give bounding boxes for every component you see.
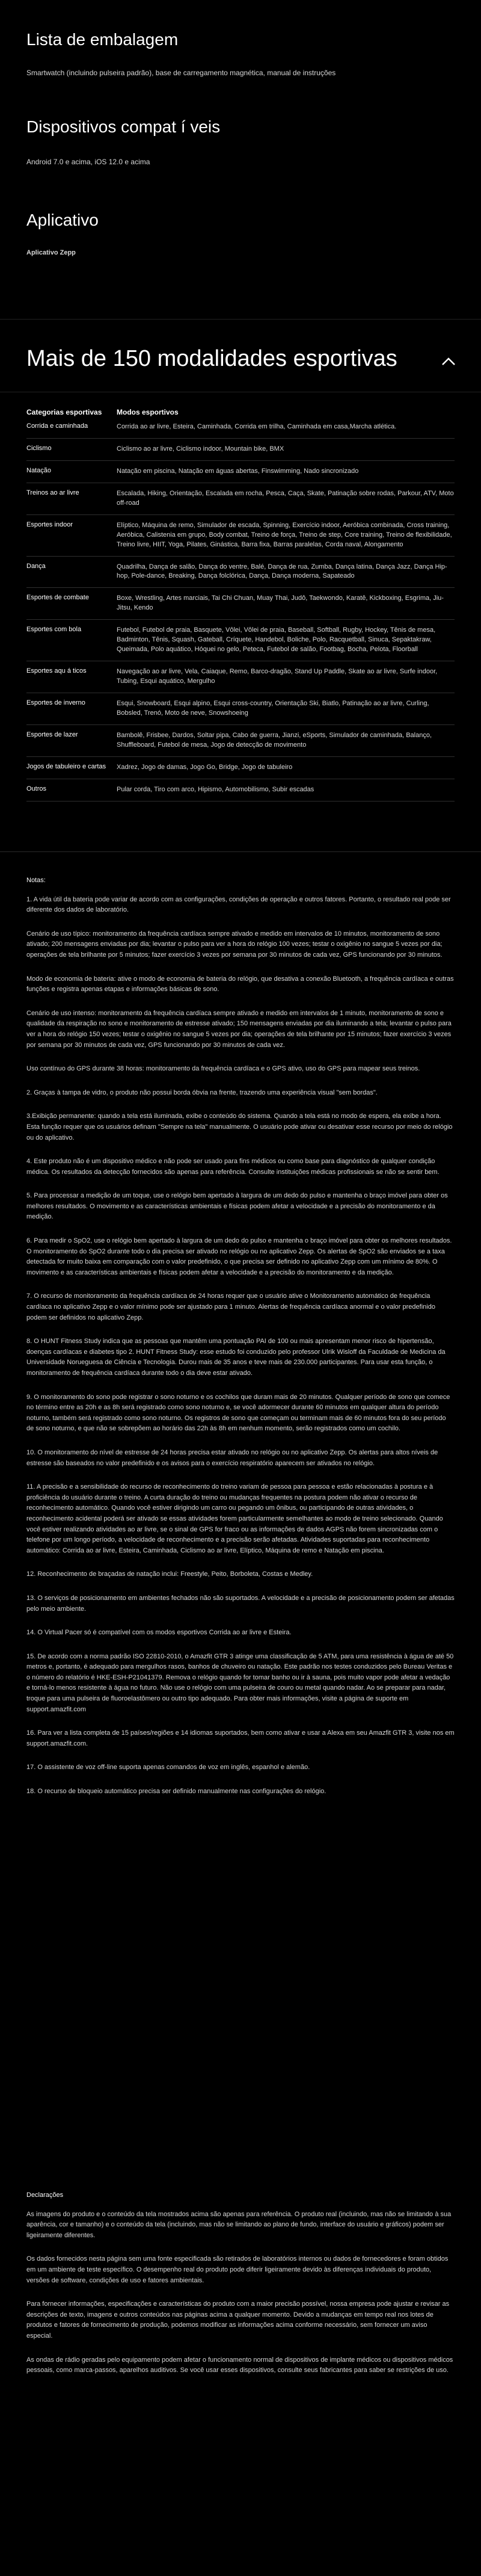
table-row xyxy=(26,461,455,483)
sport-category: Esportes indoor xyxy=(26,520,73,528)
sport-modes: Xadrez, Jogo de damas, Jogo Go, Bridge, Jogo de tabuleiro xyxy=(117,763,293,771)
declarations-title: Declarações xyxy=(26,2191,64,2199)
declaration-item: Os dados fornecidos nesta página sem uma fonte especificada são retirados de laboratórios internos ou dados de fornecedores e foram obtidos em um ambiente de teste específico. O desempenho real do produto pode diferir ligeiramente devido às diferenças individuais do produto, versões de software, condições de uso e fatores ambientais. xyxy=(26,2255,449,2284)
note-item: 6. Para medir o SpO2, use o relógio bem apertado à largura de um dedo do pulso e mantenha o braço imóvel para obter os melhores resultados. O monitoramento do SpO2 durante todo o dia precisa ser ativado no relógio ou no aplicativo Zepp. Os alertas de SpO2 são enviados se a taxa detectada for muito baixa em comparação com o valor predefinido, o que precisa ser definido no aplicativo Zepp com um mínimo de 80%. O movimento e as características ambientais e físicas podem afetar a velocidade e a precisão do monitoramento e da medição. xyxy=(26,1237,452,1276)
note-item: 17. O assistente de voz off-line suporta apenas comandos de voz em inglês, espanhol e alemão. xyxy=(26,1764,310,1771)
note-item: 9. O monitoramento do sono pode registrar o sono noturno e os cochilos que duram mais de 20 minutos. Qualquer período de sono que comece no término entre as 20h e as 8h será registrado como sono noturno e, se você adormecer durante 60 minutos em qualquer altura do período noturno, também será registrado como sono noturno. Os registros de sono que começam ou terminam mais de 60 minutos fora do seu período de sono noturno, e que não se sobrepõem ao horário das 22h às 8h em nenhum momento, serão registrados como um cochilo. xyxy=(26,1393,450,1433)
note-item: Cenário de uso típico: monitoramento da frequência cardíaca sempre ativado e medido em intervalos de 10 minutos, monitoramento de sono ativado; 200 mensagens enviadas por dia; levantar o pulso para ver a hora do relógio 100 vezes; testar o oxigênio no sangue 5 vezes por dia; operações de tela brilhante por 5 minutos; fazer exercício 3 vezes por semana por 30 minutos de cada vez, GPS funcionando por 30 minutos. xyxy=(26,930,443,959)
declaration-item: Para fornecer informações, especificações e características do produto com a maior precisão possível, nossa empresa pode ajustar e revisar as descrições de texto, imagens e outros conteúdos nas páginas acima a qualquer momento. Devido a mudanças em tempo real nos lotes de produtos e fatores de fornecimento de produção, podemos modificar as informações acima conforme necessário, sem fornecer um aviso especial. xyxy=(26,2300,450,2340)
sport-category: Esportes de lazer xyxy=(26,730,78,738)
packing-list-text: Smartwatch (incluindo pulseira padrão), base de carregamento magnética, manual de instruções xyxy=(26,69,336,77)
sport-modes: Esqui, Snowboard, Esqui alpino, Esqui cross-country, Orientação Ski, Biatlo, Patinação ao ar livre, Curling, Bobsled, Trenó, Moto de neve, Snowshoeing xyxy=(117,699,429,717)
sport-modes: Elíptico, Máquina de remo, Simulador de escada, Spinning, Exercício indoor, Aeróbica combinada, Cross training, Aeróbica, Calistenia em grupo, Body combat, Treino de força, Treino de step, Core training, Treino de flexibilidade, Treino livre, HIIT, Yoga, Pilates, Ginástica, Barra fixa, Barras paralelas, Corda naval, Alongamento xyxy=(117,521,452,548)
declaration-item: As ondas de rádio geradas pelo equipamento podem afetar o funcionamento normal de dispositivos de implante médicos ou dispositivos médicos pessoais, como marca-passos, aparelhos auditivos. Se você usar esses dispositivos, consulte seus fabricantes para saber se restrições de uso. xyxy=(26,2356,453,2374)
table-row xyxy=(26,693,455,725)
app-text: Aplicativo Zepp xyxy=(26,249,76,256)
notes-title: Notas: xyxy=(26,877,46,884)
col-modes: Modos esportivos xyxy=(117,408,179,416)
table-row xyxy=(26,779,455,802)
note-item: Uso contínuo do GPS durante 38 horas: monitoramento da frequência cardíaca e o GPS ativo, uso do GPS para mapear seus treinos. xyxy=(26,1065,420,1073)
note-item: 13. O serviços de posicionamento em ambientes fechados não são suportados. A velocidade e a precisão de posicionamento podem ser afetadas pelo meio ambiente. xyxy=(26,1594,455,1613)
sport-category: Esportes de inverno xyxy=(26,699,85,706)
table-row xyxy=(26,483,455,515)
table-row xyxy=(26,439,455,461)
note-item: 12. Reconhecimento de braçadas de natação inclui: Freestyle, Peito, Borboleta, Costas e Medley. xyxy=(26,1571,313,1578)
note-item: 5. Para processar a medição de um toque, use o relógio bem apertado à largura de um dedo do pulso e mantenha o braço imóvel para obter os melhores resultados. O movimento e as características ambientais e físicas podem afetar a velocidade e a precisão do monitoramento e da medição. xyxy=(26,1192,448,1221)
note-item: 14. O Virtual Pacer só é compatível com os modos esportivos Corrida ao ar livre e Esteira. xyxy=(26,1629,292,1637)
sport-category: Dança xyxy=(26,562,46,570)
sports-table xyxy=(26,400,455,802)
note-item: 3.Exibição permanente: quando a tela está iluminada, exibe o conteúdo do sistema. Quando a tela está no modo de espera, ela exibe a hora. Esta função requer que os usuários definam "Sempre na tela" manualmente. O usuário pode ativar ou desativar esse recurso por meio do relógio ou do aplicativo. xyxy=(26,1113,453,1141)
sport-category: Esportes aqu á ticos xyxy=(26,667,87,675)
table-row xyxy=(26,416,455,439)
sports-section-title: Mais de 150 modalidades esportivas xyxy=(26,346,397,371)
note-item: 16. Para ver a lista completa de 15 países/regiões e 14 idiomas suportados, bem como ativar e usar a Alexa em seu Amazfit GTR 3, visite nos em support.amazfit.com. xyxy=(26,1729,455,1747)
app-title: Aplicativo xyxy=(26,211,99,229)
chevron-up-icon[interactable] xyxy=(438,351,459,372)
table-row xyxy=(26,620,455,661)
table-row xyxy=(26,725,455,757)
sport-category: Jogos de tabuleiro e cartas xyxy=(26,762,106,770)
note-item: 1. A vida útil da bateria pode variar de acordo com as configurações, condições de operação e outros fatores. Portanto, o resultado real pode ser diferente dos dados de laboratório. xyxy=(26,895,451,914)
sport-category: Esportes de combate xyxy=(26,594,89,602)
sport-modes: Quadrilha, Dança de salão, Dança do ventre, Balé, Dança de rua, Zumba, Dança latina, Dança Jazz, Dança Hip-hop, Pole-dance, Breaking, Dança folclórica, Dança, Dança moderna, Sapateado xyxy=(117,563,447,580)
sport-modes: Boxe, Wrestling, Artes marciais, Tai Chi Chuan, Muay Thai, Judô, Taekwondo, Karatê, Kickboxing, Esgrima, Jiu-Jitsu, Kendo xyxy=(117,595,444,612)
compatible-devices-text: Android 7.0 e acima, iOS 12.0 e acima xyxy=(26,158,150,166)
packing-list-title: Lista de embalagem xyxy=(26,30,179,49)
note-item: Cenário de uso intenso: monitoramento da frequência cardíaca sempre ativado e medido em intervalos de 1 minuto, monitoramento de sono e qualidade da respiração no sono e monitoramento de estresse ativado; 150 mensagens enviadas por dia iluminando a tela; levantar o pulso para ver a hora do relógio 150 vezes; testar o oxigênio no sangue 5 vezes por dia; operações de tela brilhante por 15 minutos; fazer exercício 3 vezes por semana por 30 minutos de cada vez, GPS funcionando por 30 minutos de cada vez. xyxy=(26,1009,452,1049)
sport-category: Outros xyxy=(26,785,47,792)
sports-table-header xyxy=(26,400,455,416)
note-item: 7. O recurso de monitoramento da frequência cardíaca de 24 horas requer que o usuário ative o Monitoramento automático de frequência cardíaca no aplicativo Zepp e o valor mínimo pode ser ajustado para 1 minuto. Alertas de frequência cardíaca anormal e o valor predefinido podem ser definidos no aplicativo Zepp. xyxy=(26,1293,435,1321)
notes-section xyxy=(26,876,455,1811)
section-divider xyxy=(0,851,481,852)
note-item: 2. Graças à tampa de vidro, o produto não possui borda óbvia na frente, trazendo uma experiência visual "sem bordas". xyxy=(26,1089,378,1096)
table-row xyxy=(26,515,455,557)
sport-modes: Corrida ao ar livre, Esteira, Caminhada, Corrida em trilha, Caminhada em casa,Marcha atlética. xyxy=(117,423,397,430)
note-item: 11. A precisão e a sensibilidade do recurso de reconhecimento do treino variam de pessoa para pessoa e estão relacionadas à postura e à proficiência do usuário durante o treino. A curta duração do treino ou mudanças frequentes na postura podem não ativar o recurso de reconhecimento automático. Quando você estiver dirigindo um carro ou pegando um ônibus, ou participando de outras atividades, o reconhecimento acidental poderá ser ativado se essas atividades forem particularmente semelhantes ao modo de treino selecionado. Quando você estiver realizando atividades ao ar livre, se o sinal de GPS for fraco ou as informações de dados AGPS não forem sincronizadas com o telefone por um longo período, a velocidade de reconhecimento e a precisão serão afetadas. Atividades suportadas para reconhecimento automático: Corrida ao ar livre, Esteira, Caminhada, Ciclismo ao ar livre, Elíptico, Máquina de remo e Natação em piscina. xyxy=(26,1483,443,1554)
sport-category: Corrida e caminhada xyxy=(26,422,88,430)
table-row xyxy=(26,661,455,693)
sport-category: Treinos ao ar livre xyxy=(26,489,79,496)
sport-modes: Ciclismo ao ar livre, Ciclismo indoor, Mountain bike, BMX xyxy=(117,445,284,452)
note-item: 4. Este produto não é um dispositivo médico e não pode ser usado para fins médicos ou como base para diagnóstico de qualquer condição médica. Os resultados da detecção fornecidos são apenas para referência. Consulte instituições médicas profissionais se não se sentir bem. xyxy=(26,1158,440,1176)
sport-modes: Futebol, Futebol de praia, Basquete, Vôlei, Vôlei de praia, Baseball, Softball, Rugby, Hockey, Tênis de mesa, Badminton, Tênis, Squash, Gateball, Críquete, Handebol, Boliche, Polo, Racquetball, Sinuca, Sepaktakraw, Queimada, Polo aquático, Hóquei no gelo, Peteca, Futebol de salão, Footbag, Bocha, Pelota, Floorball xyxy=(117,626,436,653)
note-item: 15. De acordo com a norma padrão ISO 22810-2010, o Amazfit GTR 3 atinge uma classificação de 5 ATM, para uma resistência à água de até 50 metros e, portanto, é adequado para mergulhos rasos, banhos de chuveiro ou natação. Este padrão nos testes conduzidos pelo Bureau Veritas e o número do relatório é HKE-ESH-P21041379. Remova o relógio quando for tomar banho ou ir à sauna, pois muito vapor pode afetar a vedação e torná-lo menos resistente à água no futuro. Não use o relógio com uma pulseira de couro ou metal quando nadar. Ao se preparar para nadar, troque para uma pulseira de fluoroelastômero ou outro tipo adequado. Para obter mais informações, visite a página de suporte em support.amazfit.com xyxy=(26,1652,454,1713)
compatible-devices-title: Dispositivos compat í veis xyxy=(26,117,221,136)
sport-modes: Escalada, Hiking, Orientação, Escalada em rocha, Pesca, Caça, Skate, Patinação sobre rodas, Parkour, ATV, Moto off-road xyxy=(117,489,454,507)
sport-modes: Navegação ao ar livre, Vela, Caiaque, Remo, Barco-dragão, Stand Up Paddle, Skate ao ar livre, Surfe indoor, Tubing, Esqui aquático, Mergulho xyxy=(117,668,438,685)
table-row xyxy=(26,757,455,779)
declaration-item: As imagens do produto e o conteúdo da tela mostrados acima são apenas para referência. O produto real (incluindo, mas não se limitando à sua aparência, cor e tamanho) e o conteúdo da tela (incluindo, mas não se limitando ao plano de fundo, interface do usuário e gráficos) podem ser ligeiramente diferentes. xyxy=(26,2210,452,2239)
table-row xyxy=(26,557,455,588)
sport-category: Esportes com bola xyxy=(26,626,82,634)
note-item: 8. O HUNT Fitness Study indica que as pessoas que mantêm uma pontuação PAI de 100 ou mais apresentam menor risco de hipertensão, doenças cardíacas e diabetes tipo 2. HUNT Fitness Study: esse estudo foi conduzido pelo professor Ulrik Wisloff da Faculdade de Medicina da Universidade Norueguesa de Ciência e Tecnologia. Durou mais de 35 anos e teve mais de 230.000 participantes. Para usar esta função, o monitoramento de frequência cardíaca durante todo o dia deve estar ativado. xyxy=(26,1338,446,1377)
note-item: 18. O recurso de bloqueio automático precisa ser definido manualmente nas configurações do relógio. xyxy=(26,1788,326,1796)
col-categories: Categorias esportivas xyxy=(26,408,102,416)
sport-modes: Bambolê, Frisbee, Dardos, Soltar pipa, Cabo de guerra, Jianzi, eSports, Simulador de caminhada, Balanço, Shuffleboard, Futebol de mesa, Jogo de detecção de movimento xyxy=(117,731,432,749)
table-row xyxy=(26,588,455,620)
declarations-section xyxy=(26,2190,455,2389)
sport-category: Natação xyxy=(26,466,51,474)
sport-category: Ciclismo xyxy=(26,444,52,452)
sports-section-header[interactable] xyxy=(0,319,481,392)
note-item: Modo de economia de bateria: ative o modo de economia de bateria do relógio, que desativa a conexão Bluetooth, a frequência cardíaca e outras funções e registra apenas etapas e informações básicas de sono. xyxy=(26,975,454,993)
sport-modes: Natação em piscina, Natação em águas abertas, Finswimming, Nado sincronizado xyxy=(117,467,359,475)
sport-modes: Pular corda, Tiro com arco, Hipismo, Automobilismo, Subir escadas xyxy=(117,785,314,793)
note-item: 10. O monitoramento do nível de estresse de 24 horas precisa estar ativado no relógio ou no aplicativo Zepp. Os alertas para altos níveis de estresse são baseados no valor predefinido e os avisos para o exercício respiratório aparecem ser ativados no relógio. xyxy=(26,1448,438,1467)
